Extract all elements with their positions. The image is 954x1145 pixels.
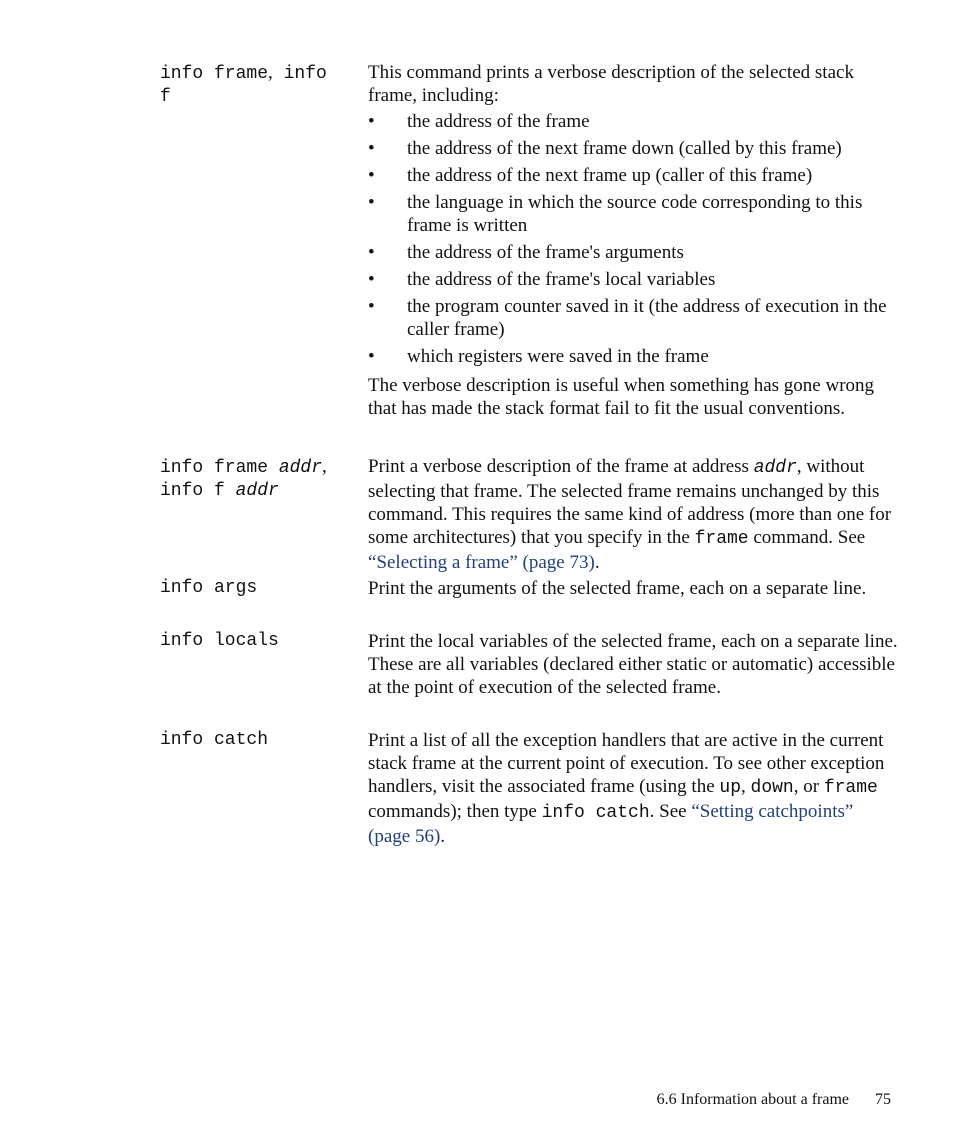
definition-intro: This command prints a verbose description of the selected stack frame, including: bbox=[368, 62, 854, 106]
definition-info-frame bbox=[368, 61, 898, 420]
term-info-frame bbox=[160, 61, 360, 109]
bullet-icon: • bbox=[368, 346, 375, 367]
definition-text: Print the arguments of the selected frame, each on a separate line. bbox=[368, 578, 867, 599]
bullet-icon: • bbox=[368, 192, 375, 213]
list-item: • which registers were saved in the frame bbox=[368, 346, 709, 367]
inline-code: down bbox=[750, 778, 794, 798]
bullet-icon: • bbox=[368, 165, 375, 186]
list-item: • the address of the next frame down (called by this frame) bbox=[368, 138, 842, 159]
list-item: • the address of the frame's local variables bbox=[368, 269, 716, 290]
definition-text: Print a list of all the exception handlers that are active in the current stack frame at the current point of execution. To see other exception handlers, visit the associated frame (using the up, down, or frame commands); then type info catch. See “Setting catchpoints” (page 56). bbox=[368, 730, 885, 847]
term-separator: , bbox=[268, 62, 273, 83]
term-text: info frame bbox=[160, 64, 269, 84]
inline-code: info catch bbox=[541, 803, 650, 823]
definition-info-args bbox=[368, 577, 898, 600]
list-item: • the program counter saved in it (the address of execution in the caller frame) bbox=[368, 296, 887, 340]
cross-reference-link[interactable]: “Selecting a frame” (page 73) bbox=[368, 552, 595, 573]
definition-info-catch bbox=[368, 729, 898, 848]
term-info-args: info args bbox=[160, 578, 258, 598]
term-info-locals: info locals bbox=[160, 631, 279, 651]
definition-text: Print a verbose description of the frame at address addr, without selecting that frame. The selected frame remains unchanged by this command. This requires the same kind of address (more than one for some architectures) that you specify in the frame command. See “Selecting a frame” (page 73). bbox=[368, 456, 892, 573]
inline-code: frame bbox=[694, 529, 749, 549]
term-text: f bbox=[160, 87, 171, 107]
list-item: • the address of the frame's arguments bbox=[368, 242, 684, 263]
definition-info-frame-addr bbox=[368, 455, 898, 574]
bullet-icon: • bbox=[368, 269, 375, 290]
list-item: • the address of the next frame up (caller of this frame) bbox=[368, 165, 813, 186]
bullet-icon: • bbox=[368, 242, 375, 263]
list-item: • the address of the frame bbox=[368, 111, 590, 132]
inline-code: addr bbox=[753, 458, 797, 478]
bullet-list bbox=[368, 110, 898, 368]
term-text: info bbox=[283, 64, 327, 84]
inline-code: frame bbox=[823, 778, 878, 798]
definition-info-locals bbox=[368, 630, 898, 699]
cross-reference-link[interactable]: “Setting catchpoints” (page 56) bbox=[368, 801, 854, 847]
term-argument: addr bbox=[278, 458, 323, 478]
page-footer bbox=[657, 1091, 891, 1109]
bullet-icon: • bbox=[368, 296, 375, 317]
definition-outro: The verbose description is useful when something has gone wrong that has made the stack format fail to fit the usual conventions. bbox=[368, 375, 875, 419]
definition-text: Print the local variables of the selected frame, each on a separate line. These are all variables (declared either static or automatic) accessible at the point of execution of the selected frame. bbox=[368, 631, 898, 698]
bullet-icon: • bbox=[368, 111, 375, 132]
footer-section-title: 6.6 Information about a frame bbox=[656, 1091, 849, 1108]
inline-code: up bbox=[719, 778, 742, 798]
term-info-catch: info catch bbox=[160, 730, 269, 750]
bullet-icon: • bbox=[368, 138, 375, 159]
term-argument: addr bbox=[235, 481, 279, 501]
term-info-frame-addr: info frame addr, info f addr bbox=[160, 456, 327, 501]
page-number: 75 bbox=[875, 1091, 891, 1108]
list-item: • the language in which the source code corresponding to this frame is written bbox=[368, 192, 863, 236]
